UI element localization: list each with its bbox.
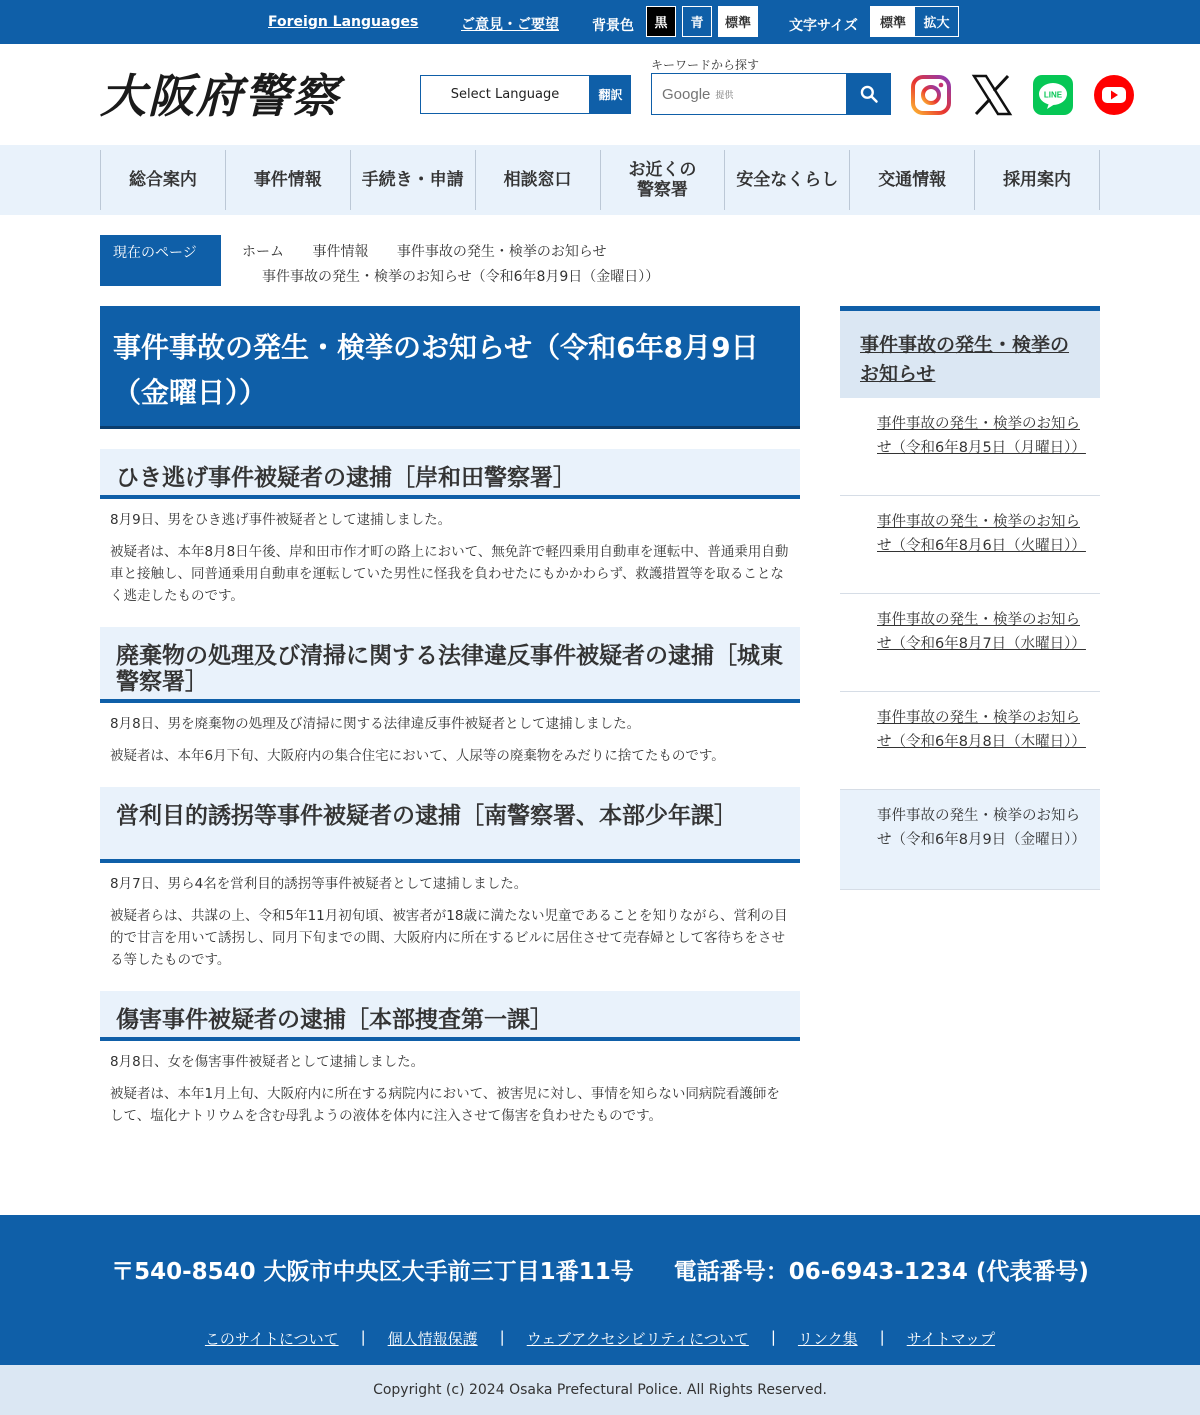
footer-separator: |: [879, 1328, 885, 1346]
section-paragraph: 8月8日、男を廃棄物の処理及び清掃に関する法律違反事件被疑者として逮捕しました。: [110, 716, 641, 732]
article-section: [100, 787, 800, 971]
font-large-button[interactable]: 拡大: [915, 7, 958, 36]
footer-link-sitemap[interactable]: サイトマップ: [906, 1330, 996, 1348]
bg-black-button[interactable]: 黒: [646, 6, 676, 37]
opinion-link[interactable]: ご意見・ご要望: [461, 17, 559, 33]
language-select[interactable]: Select Language: [420, 75, 590, 114]
section-paragraph: 8月9日、男をひき逃げ事件被疑者として逮捕しました。: [110, 512, 452, 528]
section-heading: 廃棄物の処理及び清掃に関する法律違反事件被疑者の逮捕［城東警察署］: [100, 627, 800, 703]
nav-item-consultation[interactable]: 相談窓口: [476, 150, 601, 210]
footer-separator: |: [770, 1328, 776, 1346]
sidebar: [840, 306, 1100, 890]
footer-phone: 電話番号：06-6943-1234 (代表番号): [673, 1259, 1089, 1285]
breadcrumb-notices[interactable]: 事件事故の発生・検挙のお知らせ: [396, 244, 607, 260]
search-button[interactable]: [847, 73, 891, 115]
site-logo[interactable]: 大阪府警察: [100, 69, 340, 123]
footer-link-links[interactable]: リンク集: [797, 1330, 858, 1348]
search-icon: [859, 84, 879, 104]
footer-address: 〒540-8540 大阪市中央区大手前三丁目1番11号: [111, 1259, 634, 1285]
footer-link-about[interactable]: このサイトについて: [204, 1330, 339, 1348]
x-icon: [971, 74, 1013, 116]
main-content: [100, 306, 800, 1127]
nav-item-recruitment[interactable]: 採用案内: [975, 150, 1100, 210]
x-link[interactable]: [971, 74, 1013, 116]
page-title: 事件事故の発生・検挙のお知らせ（令和6年8月9日（金曜日））: [100, 306, 800, 429]
bg-color-label: 背景色: [592, 18, 634, 34]
section-paragraph: 被疑者らは、共謀の上、令和5年11月初旬頃、被害者が18歳に満たない児童であることを知りながら、営利の目的で甘言を用いて誘拐し、同月下旬までの間、大阪府内に所在するビルに居住させて売春婦として客待ちをさせる等したものです。: [110, 908, 788, 968]
article-section: [100, 449, 800, 607]
breadcrumb-incidents[interactable]: 事件情報: [312, 244, 369, 260]
sidebar-item-aug8[interactable]: 事件事故の発生・検挙のお知らせ（令和6年8月8日（木曜日））: [840, 692, 1100, 790]
footer: [0, 1215, 1200, 1365]
nav-item-traffic[interactable]: 交通情報: [850, 150, 975, 210]
line-icon: [1032, 74, 1074, 116]
sidebar-item-aug5[interactable]: 事件事故の発生・検挙のお知らせ（令和6年8月5日（月曜日））: [840, 398, 1100, 496]
section-heading: 傷害事件被疑者の逮捕［本部捜査第一課］: [100, 991, 800, 1041]
sidebar-heading[interactable]: 事件事故の発生・検挙のお知らせ: [840, 306, 1100, 398]
footer-link-privacy[interactable]: 個人情報保護: [387, 1330, 478, 1348]
global-nav-list: [100, 150, 1100, 210]
bg-standard-button[interactable]: 標準: [718, 6, 758, 37]
svg-text:LINE: LINE: [1043, 90, 1063, 100]
nav-item-nearby-station[interactable]: お近くの 警察署: [601, 150, 726, 210]
global-nav: [0, 145, 1200, 215]
nav-item-procedures[interactable]: 手続き・申請: [351, 150, 476, 210]
font-size-toggle: [870, 6, 959, 37]
breadcrumb-current: 事件事故の発生・検挙のお知らせ（令和6年8月9日（金曜日））: [262, 269, 660, 285]
current-page-badge: 現在のページ: [100, 235, 221, 286]
google-sub-label: 提供: [715, 90, 734, 101]
bg-blue-button[interactable]: 青: [682, 6, 712, 37]
section-paragraph: 8月8日、女を傷害事件被疑者として逮捕しました。: [110, 1054, 425, 1070]
section-paragraph: 8月7日、男ら4名を営利目的誘拐等事件被疑者として逮捕しました。: [110, 876, 528, 892]
sidebar-item-aug9-current: 事件事故の発生・検挙のお知らせ（令和6年8月9日（金曜日））: [840, 790, 1100, 890]
breadcrumb: [242, 241, 631, 261]
article-section: [100, 627, 800, 767]
footer-separator: |: [360, 1328, 366, 1346]
sidebar-item-aug6[interactable]: 事件事故の発生・検挙のお知らせ（令和6年8月6日（火曜日））: [840, 496, 1100, 594]
nav-item-incidents[interactable]: 事件情報: [226, 150, 351, 210]
copyright: Copyright (c) 2024 Osaka Prefectural Police. All Rights Reserved.: [0, 1365, 1200, 1415]
section-heading: ひき逃げ事件被疑者の逮捕［岸和田警察署］: [100, 449, 800, 499]
section-paragraph: 被疑者は、本年8月8日午後、岸和田市作才町の路上において、無免許で軽四乗用自動車を運転中、普通乗用自動車と接触し、同普通乗用自動車を運転していた男性に怪我を負わせたにもかかわらず、救護措置等を取ることなく逃走したものです。: [110, 544, 789, 604]
youtube-link[interactable]: [1093, 74, 1135, 116]
line-link[interactable]: [1032, 74, 1074, 116]
foreign-languages-link[interactable]: Foreign Languages: [268, 14, 419, 30]
section-heading: 営利目的誘拐等事件被疑者の逮捕［南警察署、本部少年課］: [100, 787, 800, 863]
instagram-link[interactable]: [910, 74, 952, 116]
section-paragraph: 被疑者は、本年6月下旬、大阪府内の集合住宅において、人尿等の廃棄物をみだりに捨てたものです。: [110, 748, 725, 764]
youtube-icon: [1093, 74, 1135, 116]
instagram-icon: [910, 74, 952, 116]
article-section: [100, 991, 800, 1127]
section-paragraph: 被疑者は、本年1月上旬、大阪府内に所在する病院内において、被害児に対し、事情を知らない同病院看護師をして、塩化ナトリウムを含む母乳ようの液体を体内に注入させて傷害を負わせたものです。: [110, 1086, 780, 1124]
font-size-label: 文字サイズ: [789, 18, 858, 34]
google-brand: Google: [662, 85, 711, 103]
sidebar-item-aug7[interactable]: 事件事故の発生・検挙のお知らせ（令和6年8月7日（水曜日））: [840, 594, 1100, 692]
search-input[interactable]: [651, 73, 847, 115]
translate-button[interactable]: 翻訳: [590, 75, 631, 114]
top-bar: [0, 0, 1200, 44]
nav-item-safe-living[interactable]: 安全なくらし: [725, 150, 850, 210]
keyword-search-label: キーワードから探す: [651, 58, 760, 72]
footer-links: [0, 1328, 1200, 1349]
footer-link-accessibility[interactable]: ウェブアクセシビリティについて: [526, 1330, 749, 1348]
footer-separator: |: [499, 1328, 505, 1346]
font-standard-button[interactable]: 標準: [871, 7, 915, 36]
breadcrumb-home[interactable]: ホーム: [242, 244, 284, 260]
nav-item-general[interactable]: 総合案内: [101, 150, 226, 210]
footer-contact: [0, 1253, 1200, 1286]
